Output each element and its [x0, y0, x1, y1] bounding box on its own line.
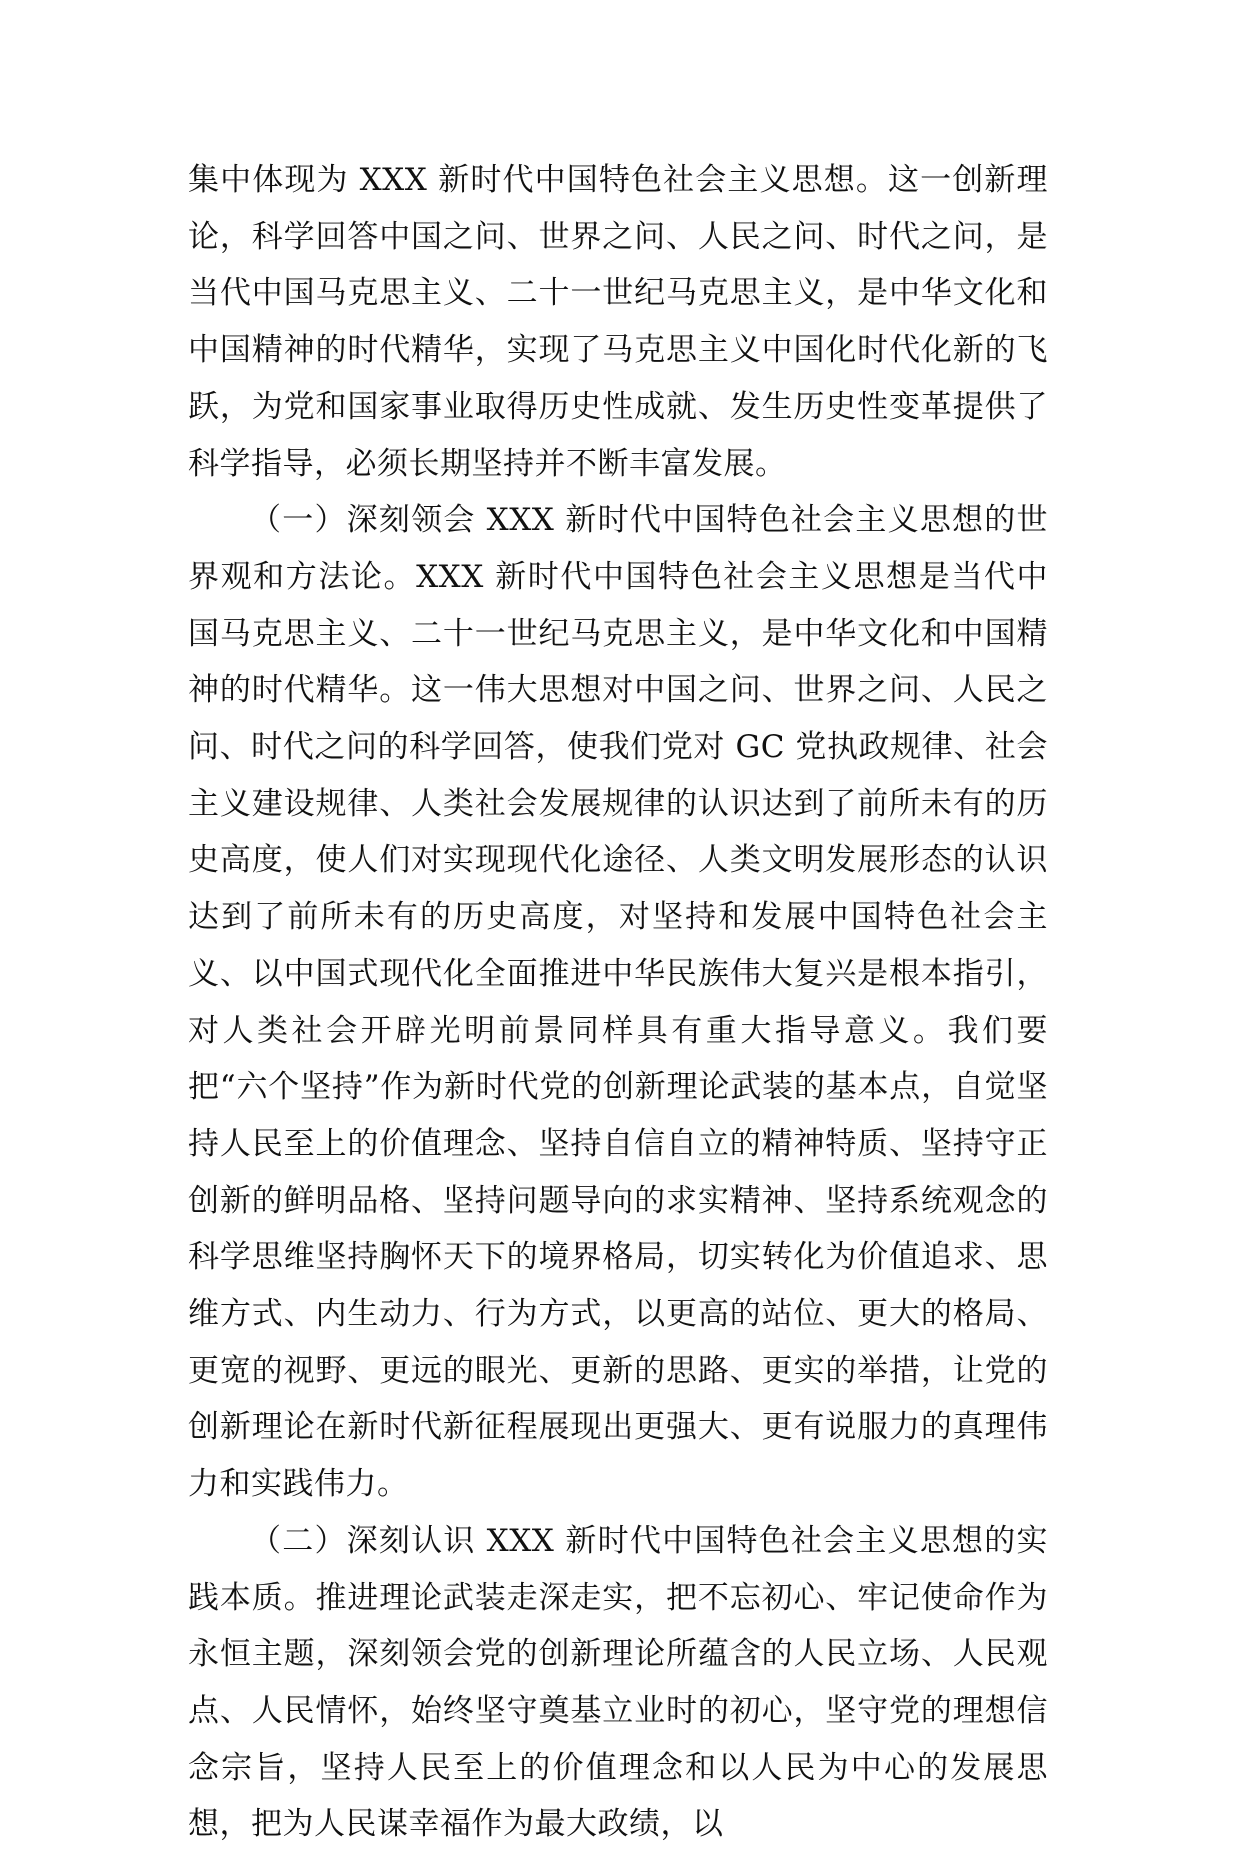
paragraph-section-two: （二）深刻认识 XXX 新时代中国特色社会主义思想的实践本质。推进理论武装走深走实，把不忘初心、牢记使命作为永恒主题，深刻领会党的创新理论所蕴含的人民立场、人民观点、人民情怀，始终坚守奠基立业时的初心，坚守党的理想信念宗旨，坚持人民至上的价值理念和以人民为中心的发展思想，把为人民谋幸福作为最大政绩，以	[188, 1522, 1048, 1843]
paragraph-intro-continuation: 集中体现为 XXX 新时代中国特色社会主义思想。这一创新理论，科学回答中国之问、世界之问、人民之问、时代之问，是当代中国马克思主义、二十一世纪马克思主义，是中华文化和中国精神的时代精华，实现了马克思主义中国化时代化新的飞跃，为党和国家事业取得历史性成就、发生历史性变革提供了科学指导，必须长期坚持并不断丰富发展。	[188, 162, 1048, 482]
document-body	[188, 152, 1048, 1853]
paragraph-section-one: （一）深刻领会 XXX 新时代中国特色社会主义思想的世界观和方法论。XXX 新时代中国特色社会主义思想是当代中国马克思主义、二十一世纪马克思主义，是中华文化和中国精神的时代精华。这一伟大思想对中国之问、世界之问、人民之问、时代之问的科学回答，使我们党对 GC 党执政规律、社会主义建设规律、人类社会发展规律的认识达到了前所未有的历史高度，使人们对实现现代化途径、人类文明发展形态的认识达到了前所未有的历史高度，对坚持和发展中国特色社会主义、以中国式现代化全面推进中华民族伟大复兴是根本指引，对人类社会开辟光明前景同样具有重大指导意义。我们要把“六个坚持”作为新时代党的创新理论武装的基本点，自觉坚持人民至上的价值理念、坚持自信自立的精神特质、坚持守正创新的鲜明品格、坚持问题导向的求实精神、坚持系统观念的科学思维坚持胸怀天下的境界格局，切实转化为价值追求、思维方式、内生动力、行为方式，以更高的站位、更大的格局、更宽的视野、更远的眼光、更新的思路、更实的举措，让党的创新理论在新时代新征程展现出更强大、更有说服力的真理伟力和实践伟力。	[188, 502, 1048, 1503]
